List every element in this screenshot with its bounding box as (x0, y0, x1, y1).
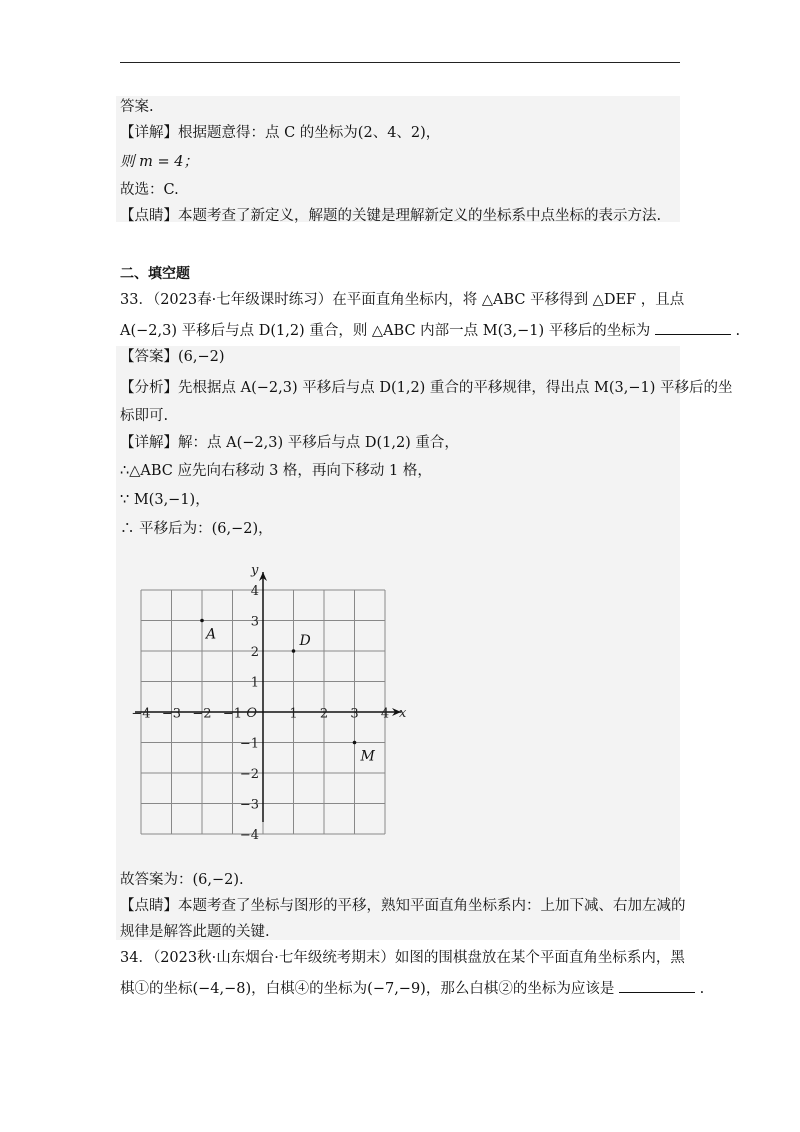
text-detail-point-c: 【详解】根据题意得：点 C 的坐标为(2、4、2)， (120, 125, 441, 141)
question-34-period: . (699, 981, 705, 997)
text-detail-line-4: ∴ 平移后为：(6,−2)， (120, 521, 273, 537)
text-detail-line-3: ∵ M(3,−1)， (120, 492, 210, 508)
question-34-line-2 (120, 978, 704, 999)
question-33-line-1: 33．（2023春·七年级课时练习）在平面直角坐标内，将 △ABC 平移得到 △DEF ，且点 (120, 292, 685, 308)
text-detail-line-2: ∴△ABC 应先向右移动 3 格，再向下移动 1 格， (120, 463, 432, 479)
answer-block-32 (116, 96, 680, 222)
text-final-answer: 故答案为：(6,−2). (120, 872, 244, 888)
text-analysis-line-1: 【分析】先根据点 A(−2,3) 平移后与点 D(1,2) 重合的平移规律，得出点 M(3,−1) 平移后的坐 (120, 380, 733, 396)
point-d (292, 649, 296, 653)
answer-blank (655, 320, 731, 335)
text-analysis-line-2: 标即可. (120, 408, 169, 424)
x-tick-label: −4 (131, 706, 151, 722)
y-axis-label: y (251, 563, 259, 578)
y-tick-label: 1 (250, 675, 259, 691)
text-tip-33-line-1: 【点睛】本题考查了坐标与图形的平移，熟知平面直角坐标系内：上加下减、右加左减的 (120, 898, 686, 914)
point-a (200, 619, 204, 623)
x-tick-label: −3 (161, 706, 182, 722)
y-tick-label: −2 (239, 767, 259, 782)
text-tip-33-line-2: 规律是解答此题的关键. (120, 924, 270, 940)
x-tick-label: −1 (222, 706, 243, 722)
y-tick-label: 4 (250, 584, 259, 599)
x-tick-label: −2 (192, 706, 212, 722)
question-34-text: 棋①的坐标(−4,−8)，白棋④的坐标为(−7,−9)，那么白棋②的坐标为应该是 (120, 981, 615, 997)
header-rule (120, 62, 680, 63)
text-answer-33: 【答案】(6,−2) (120, 349, 225, 365)
x-tick-label: 2 (319, 706, 329, 722)
y-tick-label: 3 (250, 614, 259, 630)
x-tick-label: 3 (350, 706, 359, 722)
question-33-period: . (735, 323, 741, 339)
y-tick-label: −1 (239, 736, 259, 752)
text-tip-32: 【点睛】本题考查了新定义，解题的关键是理解新定义的坐标系中点坐标的表示方法. (120, 208, 662, 224)
coordinate-grid-figure (125, 558, 415, 858)
point-label-d: D (299, 633, 311, 649)
text-choice-c: 故选：C. (120, 182, 179, 198)
section-heading: 二、填空题 (120, 266, 190, 282)
text-m-value: 则 m = 4； (120, 154, 198, 170)
answer-blank (619, 978, 695, 993)
question-33-text: A(−2,3) 平移后与点 D(1,2) 重合，则 △ABC 内部一点 M(3,−1) 平移后的坐标为 (120, 323, 651, 339)
point-label-a: A (206, 626, 217, 643)
question-34-line-1: 34．（2023秋·山东烟台·七年级统考期末）如图的围棋盘放在某个平面直角坐标系内，黑 (120, 950, 685, 966)
y-tick-label: −3 (239, 797, 259, 813)
point-label-m: M (360, 748, 375, 765)
y-tick-label: −4 (239, 828, 259, 843)
x-tick-label: 1 (289, 706, 298, 722)
tick-labels (131, 563, 407, 843)
axes (135, 572, 401, 822)
text-answer-tail: 答案. (120, 99, 154, 115)
origin-label: O (246, 706, 257, 721)
x-tick-label: 4 (380, 706, 390, 722)
x-axis-label: x (399, 706, 407, 721)
text-detail-line-1: 【详解】解：点 A(−2,3) 平移后与点 D(1,2) 重合， (120, 435, 459, 451)
y-tick-label: 2 (250, 645, 259, 660)
point-m (353, 741, 357, 745)
question-33-line-2 (120, 320, 740, 341)
